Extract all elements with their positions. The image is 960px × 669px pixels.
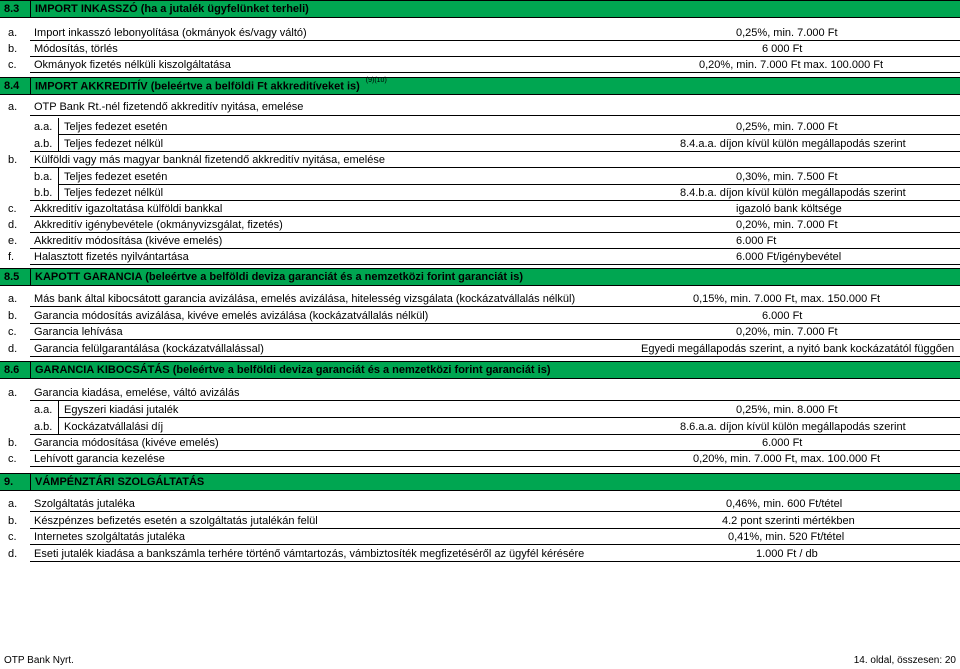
section-title: KAPOTT GARANCIA (beleértve a belföldi deviza garanciát és a nemzetközi forint garanciát is) [35,271,523,283]
section-title: GARANCIA KIBOCSÁTÁS (beleértve a belföldi deviza garanciát és a nemzetközi forint garanciát is) [35,364,551,376]
section-header-8-5 [0,268,960,286]
section-title: IMPORT AKKREDITÍV (beleértve a belföldi Ft akkreditíveket is)$^{(9)(10)}$ [35,77,387,93]
section-number: 8.4 [4,80,20,92]
section-title: VÁMPÉNZTÁRI SZOLGÁLTATÁS [35,476,205,488]
section-number: 8.3 [4,3,20,15]
section-header-8-3 [0,0,960,18]
section-header-8-6 [0,361,960,379]
section-number: 8.6 [4,364,20,376]
section-header-8-4 [0,77,960,95]
section-title: IMPORT INKASSZÓ (ha a jutalék ügyfelünket terheli) [35,3,309,15]
footer-company: OTP Bank Nyrt. [4,655,74,666]
section-number: 9. [4,476,14,488]
footer-page-number: 14. oldal, összesen: 20 [853,655,956,666]
section-header-9 [0,473,960,491]
section-number: 8.5 [4,271,20,283]
